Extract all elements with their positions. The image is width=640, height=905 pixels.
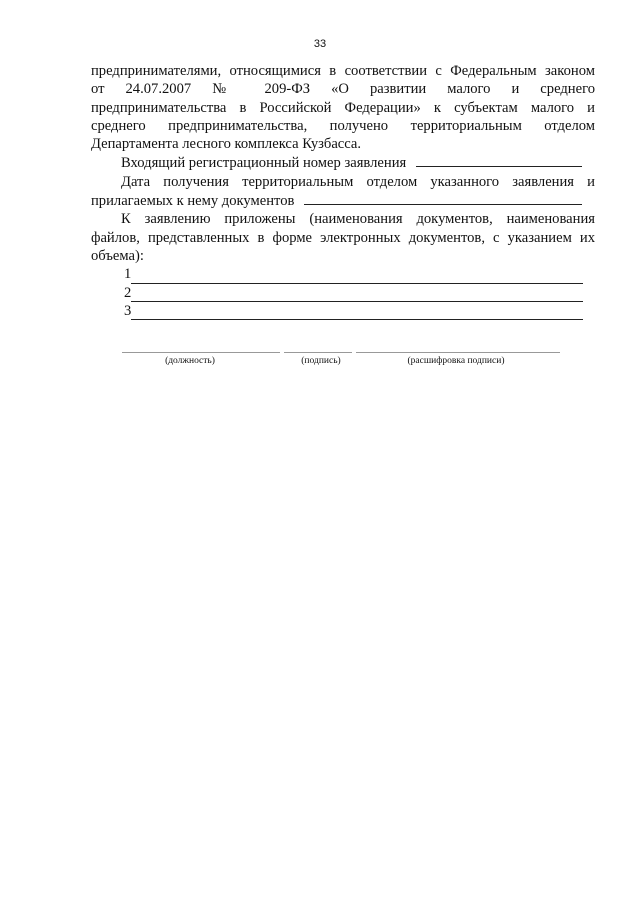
attachment-item <box>91 302 595 320</box>
signature-block <box>122 352 562 372</box>
attachments-line: К заявлению приложены (наименования документов, наименования <box>121 211 595 228</box>
position-label: (должность) <box>165 356 215 366</box>
signature-field[interactable] <box>284 352 352 353</box>
paragraph-line: Департамента лесного комплекса Кузбасса. <box>91 136 362 153</box>
registration-number-label: Входящий регистрационный номер заявления <box>121 155 407 172</box>
registration-number-field[interactable] <box>416 153 582 167</box>
attachments-line: объема): <box>91 247 144 264</box>
paragraph-line: предпринимательства в Российской Федерации» к субъектам малого и <box>91 99 595 116</box>
attachment-item-field[interactable] <box>131 306 583 320</box>
paragraph-line: среднего предпринимательства, получено территориальным отделом <box>91 117 595 134</box>
attachment-item-field[interactable] <box>131 288 583 302</box>
attachment-item-field[interactable] <box>131 270 583 284</box>
attachment-item <box>91 284 595 302</box>
attachment-item-number: 3 <box>124 302 132 319</box>
page-number: 33 <box>313 38 327 50</box>
attachment-item-number: 1 <box>124 266 132 283</box>
signature-label: (подпись) <box>301 356 341 366</box>
receipt-date-label: прилагаемых к нему документов <box>91 193 295 210</box>
decryption-label: (расшифровка подписи) <box>407 356 505 366</box>
receipt-date-line: Дата получения территориальным отделом указанного заявления и <box>121 173 595 190</box>
paragraph-line: предпринимателями, относящимися в соответствии с Федеральным законом <box>91 63 595 79</box>
attachments-line: файлов, представленных в форме электронных документов, с указанием их <box>91 229 595 246</box>
position-field[interactable] <box>122 352 280 353</box>
receipt-date-row <box>91 191 595 210</box>
registration-number-row <box>91 153 595 172</box>
attachment-item <box>91 265 595 283</box>
document-body <box>91 62 595 320</box>
decryption-field[interactable] <box>356 352 560 353</box>
paragraph-line: от 24.07.2007 № 209-ФЗ «О развитии малого и среднего <box>91 81 595 98</box>
attachment-item-number: 2 <box>124 284 132 301</box>
receipt-date-field[interactable] <box>304 191 582 205</box>
